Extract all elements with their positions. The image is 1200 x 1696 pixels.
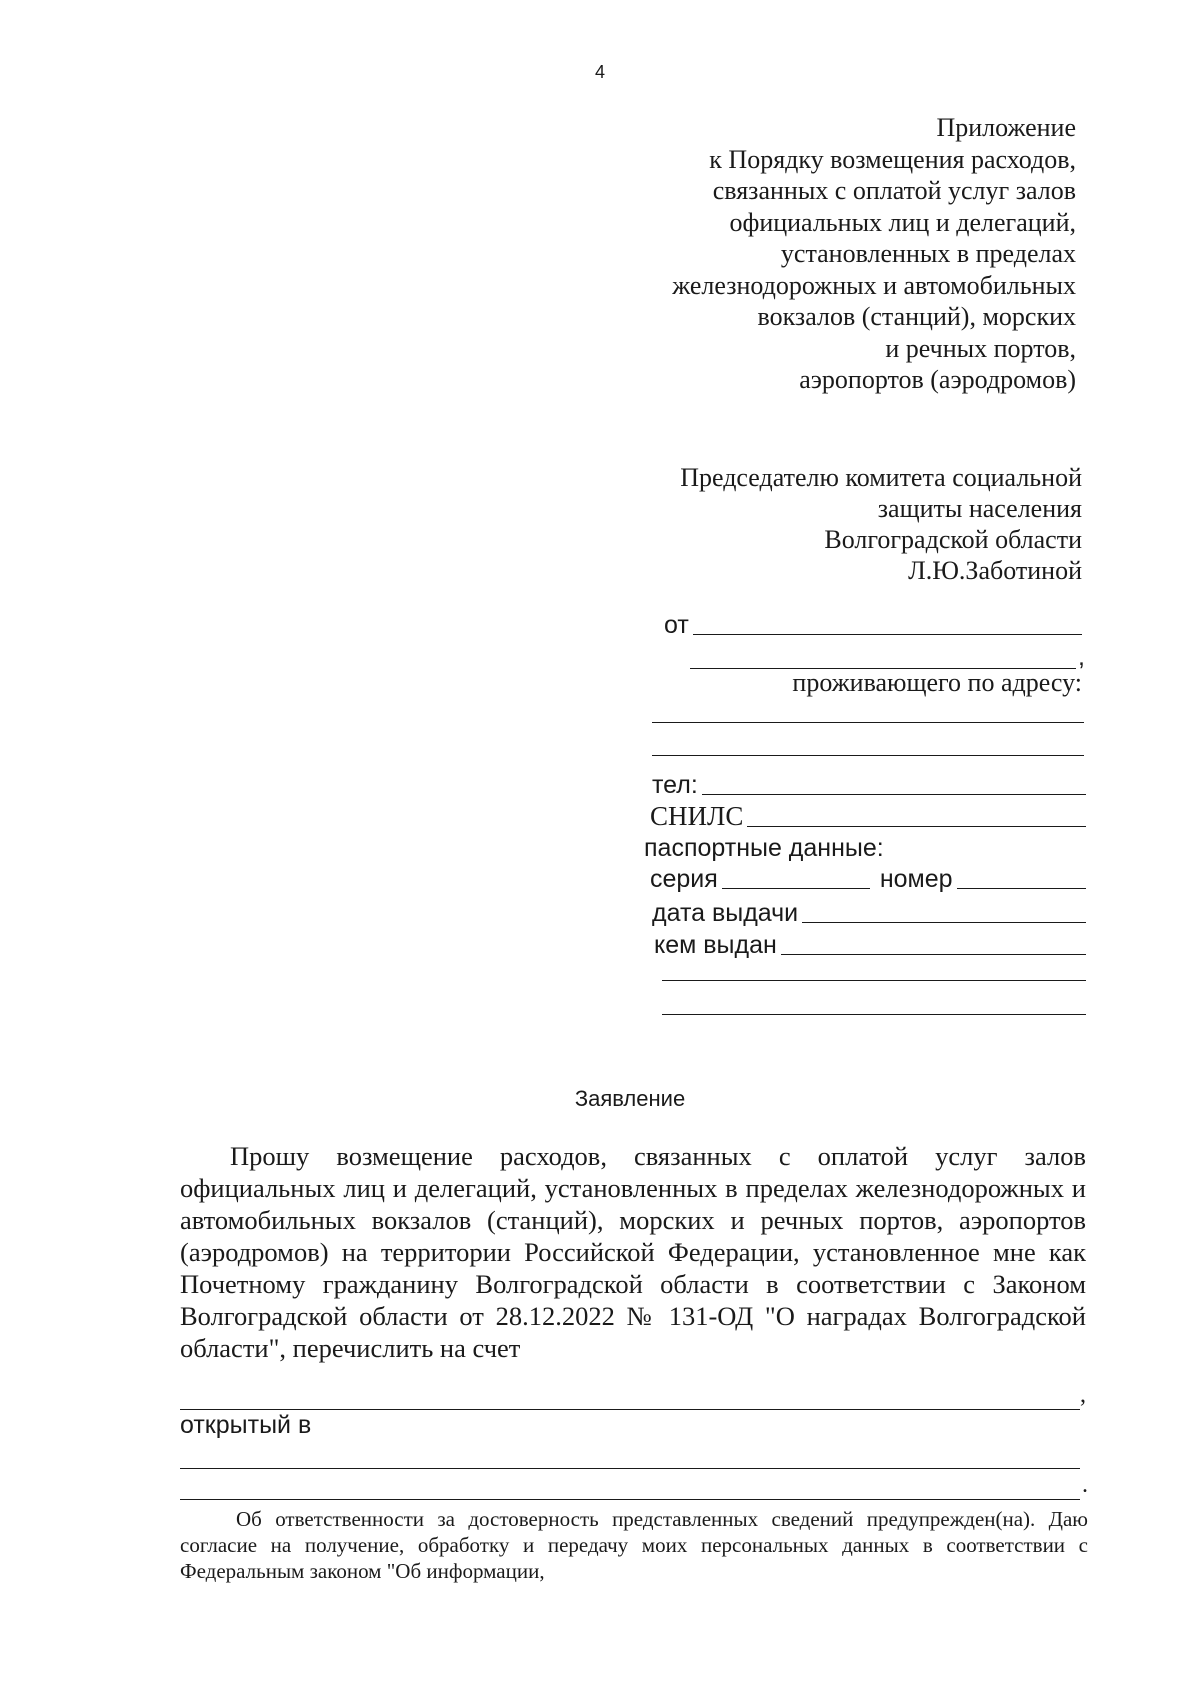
issued-by-line-3[interactable] <box>662 1014 1086 1015</box>
address-line-1[interactable] <box>652 722 1084 723</box>
phone-blank[interactable] <box>702 794 1086 795</box>
address-line-2[interactable] <box>652 755 1084 756</box>
from-label: от <box>664 611 689 639</box>
addressee-line: Л.Ю.Заботиной <box>908 556 1082 585</box>
issue-date-field[interactable] <box>652 894 1086 928</box>
series-label: серия <box>650 865 718 893</box>
issue-date-label: дата выдачи <box>652 899 799 927</box>
residing-label: проживающего по адресу: <box>792 668 1082 697</box>
notice-text: Об ответственности за достоверность представленных сведений предупрежден(на). Даю согласие на получение, обработку и передачу моих персональных данных в соответствии с Федеральным законом "Об информации, <box>180 1507 1088 1583</box>
snils-blank[interactable] <box>747 826 1086 827</box>
addressee-line: Председателю комитета социальной <box>680 463 1082 492</box>
statement-title: Заявление <box>574 1086 686 1111</box>
appendix-line: и речных портов, <box>885 333 1076 363</box>
appendix-line: вокзалов (станций), морских <box>757 302 1076 331</box>
series-blank[interactable] <box>722 888 870 889</box>
statement-body-text: Прошу возмещение расходов, связанных с оплатой услуг залов официальных лиц и делегаций, установленных в пределах железнодорожных и автомобильных вокзалов (станций), морских и речных портов, аэропортов (аэродромов) на территории Российской Федерации, установленное мне как Почетному гражданину Волгоградской области в соответствии с Законом Волгоградской области от 28.12.2022 № 131-ОД "О наградах Волгоградской области", перечислить на счет <box>180 1141 1086 1363</box>
issued-by-label: кем выдан <box>654 931 777 959</box>
phone-label: тел: <box>652 771 698 799</box>
series-number-field[interactable] <box>650 860 1086 894</box>
phone-field[interactable] <box>652 766 1086 800</box>
appendix-line: связанных с оплатой услуг залов <box>712 176 1076 205</box>
account-comma: , <box>1080 1382 1086 1408</box>
appendix-line: официальных лиц и делегаций, <box>729 207 1076 237</box>
appendix-line: к Порядку возмещения расходов, <box>709 144 1076 174</box>
issued-by-line-2[interactable] <box>662 980 1086 981</box>
from-blank[interactable] <box>693 634 1082 635</box>
number-label: номер <box>879 865 953 893</box>
issue-date-blank[interactable] <box>802 922 1086 923</box>
issued-by-blank[interactable] <box>781 954 1086 955</box>
addressee-line: защиты населения <box>877 494 1082 523</box>
statement-body <box>180 1140 1086 1364</box>
issued-by-field[interactable] <box>654 926 1086 960</box>
addressee-block <box>562 462 1082 586</box>
appendix-line: Приложение <box>936 113 1076 142</box>
bank-line-2[interactable] <box>180 1499 1080 1500</box>
appendix-header <box>556 112 1076 396</box>
passport-label: паспортные данные: <box>644 834 884 862</box>
snils-field[interactable] <box>650 798 1086 832</box>
number-blank[interactable] <box>957 888 1086 889</box>
appendix-line: аэропортов (аэродромов) <box>799 365 1076 394</box>
responsibility-notice <box>180 1506 1088 1584</box>
opened-in-label: открытый в <box>180 1411 312 1439</box>
comma-mark: , <box>1078 643 1085 671</box>
appendix-line: железнодорожных и автомобильных <box>672 270 1076 300</box>
page-number: 4 <box>594 62 605 82</box>
bank-period: . <box>1082 1472 1088 1498</box>
from-field[interactable] <box>664 606 1082 640</box>
snils-label: СНИЛС <box>650 801 744 831</box>
account-line[interactable] <box>180 1409 1080 1410</box>
bank-line-1[interactable] <box>180 1468 1080 1469</box>
addressee-line: Волгоградской области <box>824 525 1082 554</box>
appendix-line: установленных в пределах <box>780 239 1076 268</box>
